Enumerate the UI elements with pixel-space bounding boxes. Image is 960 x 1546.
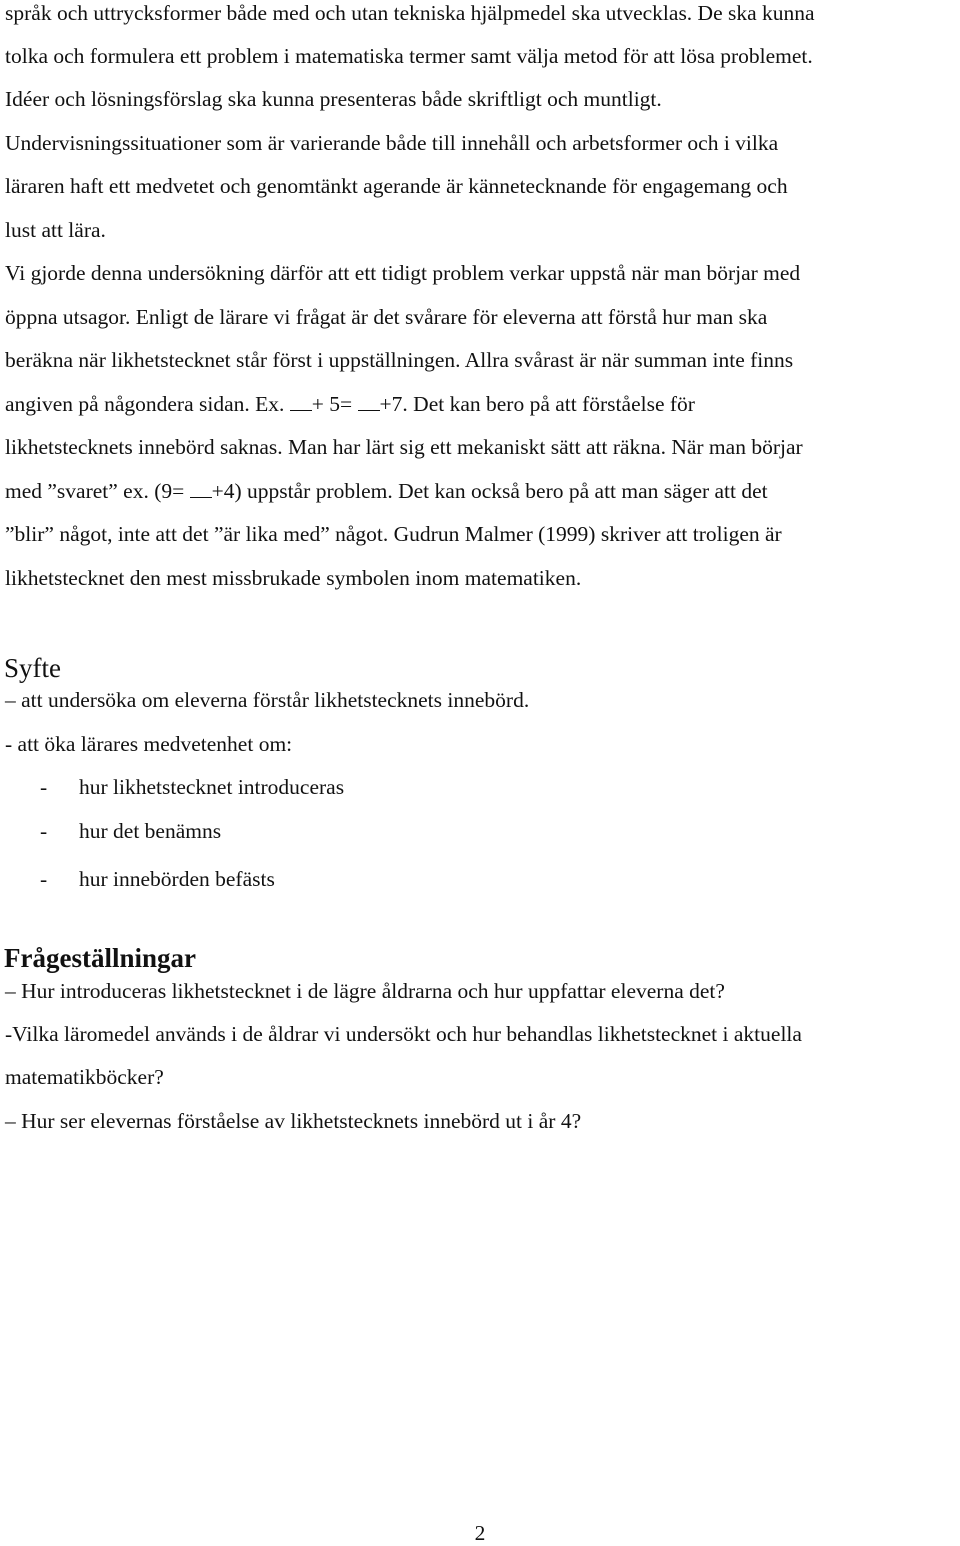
fragestallningar-heading: Frågeställningar	[4, 943, 196, 973]
body-line: Vi gjorde denna undersökning därför att ett tidigt problem verkar uppstå när man börjar med	[5, 261, 801, 285]
body-line-svaret	[5, 478, 768, 504]
body-line: tolka och formulera ett problem i matematiska termer samt välja metod för att lösa problemet.	[5, 44, 813, 68]
syfte-heading: Syfte	[4, 653, 61, 683]
example-text-1: angiven på någondera sidan. Ex.	[5, 392, 290, 416]
svaret-text-1: med ”svaret” ex. (9=	[5, 479, 190, 503]
bullet-item: hur det benämns	[79, 819, 222, 843]
body-line-example	[5, 391, 695, 417]
body-line: språk och uttrycksformer både med och utan tekniska hjälpmedel ska utvecklas. De ska kunna	[5, 1, 815, 25]
syfte-line: – att undersöka om eleverna förstår likhetstecknets innebörd.	[5, 688, 530, 712]
blank-line	[190, 479, 212, 498]
body-line: beräkna när likhetstecknet står först i uppställningen. Allra svårast är när summan inte finns	[5, 348, 794, 372]
example-text-2: + 5=	[311, 392, 358, 416]
bullet-item: hur likhetstecknet introduceras	[79, 775, 345, 799]
bullet-item: hur innebörden befästs	[79, 867, 275, 891]
body-line: likhetstecknet den mest missbrukade symbolen inom matematiken.	[5, 566, 582, 590]
question-line: matematikböcker?	[5, 1065, 164, 1089]
body-line: öppna utsagor. Enligt de lärare vi frågat är det svårare för eleverna att förstå hur man ska	[5, 305, 768, 329]
bullet-dash: -	[40, 775, 48, 799]
blank-line	[290, 392, 312, 411]
body-line: ”blir” något, inte att det ”är lika med” något. Gudrun Malmer (1999) skriver att troligen är	[5, 522, 782, 546]
question-line: – Hur introduceras likhetstecknet i de lägre åldrarna och hur uppfattar eleverna det?	[5, 979, 725, 1003]
question-line: – Hur ser elevernas förståelse av likhetstecknets innebörd ut i år 4?	[5, 1109, 582, 1133]
body-line: läraren haft ett medvetet och genomtänkt agerande är kännetecknande för engagemang och	[5, 174, 788, 198]
example-text-3: +7. Det kan bero på att förståelse för	[379, 392, 695, 416]
syfte-line: - att öka lärares medvetenhet om:	[5, 732, 293, 756]
page-number: 2	[474, 1521, 486, 1545]
question-line: -Vilka läromedel används i de åldrar vi undersökt och hur behandlas likhetstecknet i aktuella	[5, 1022, 802, 1046]
bullet-dash: -	[40, 819, 48, 843]
svaret-text-2: +4) uppstår problem. Det kan också bero på att man säger att det	[211, 479, 768, 503]
body-line: likhetstecknets innebörd saknas. Man har lärt sig ett mekaniskt sätt att räkna. När man börjar	[5, 435, 803, 459]
body-line: lust att lära.	[5, 218, 106, 242]
blank-line	[358, 392, 380, 411]
bullet-dash: -	[40, 867, 48, 891]
body-line: Undervisningssituationer som är varierande både till innehåll och arbetsformer och i vilka	[5, 131, 779, 155]
body-line: Idéer och lösningsförslag ska kunna presenteras både skriftligt och muntligt.	[5, 87, 662, 111]
